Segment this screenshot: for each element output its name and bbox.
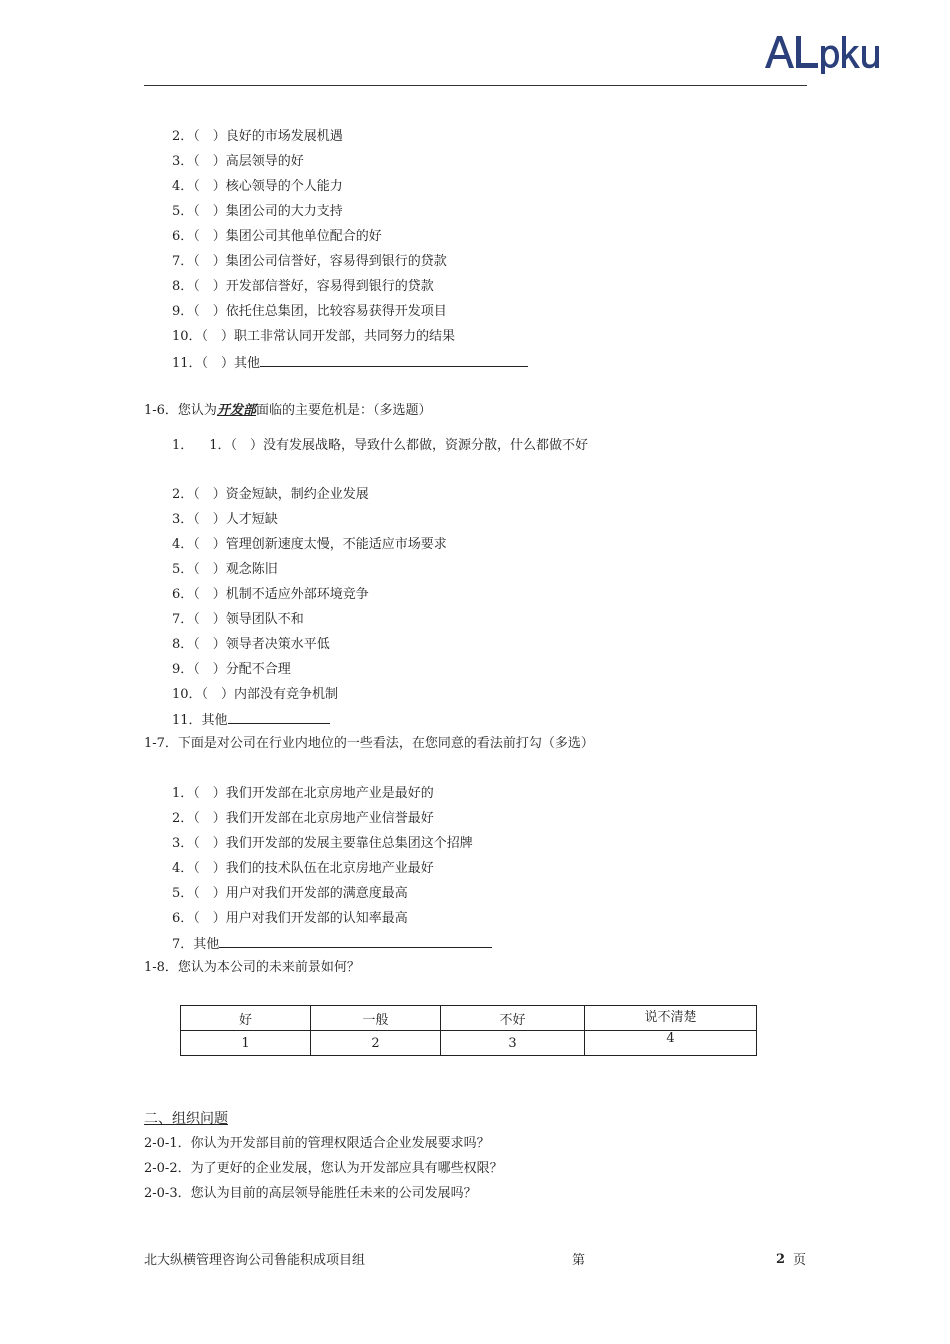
cell-text: 4 [666,1031,675,1046]
list-item: 7．（ ）集团公司信誉好，容易得到银行的贷款 [172,254,447,269]
logo-letter-p [821,46,839,75]
question-item: 2-0-2．为了更好的企业发展，您认为开发部应具有哪些权限？ [144,1161,503,1176]
question-text: 1-6．您认为 [144,403,217,418]
table-row [181,1031,757,1056]
list-item: 2．（ ）良好的市场发展机遇 [172,129,343,144]
footer-page-prefix: 第 [572,1253,586,1268]
alpku-logo [763,32,888,74]
item-text: 1．（ ）没有发展战略，导致什么都做，资源分散，什么都做不好 [209,438,589,453]
table-header-cell: 不好 [441,1006,585,1031]
list-item: 3．（ ）高层领导的好 [172,154,304,169]
list-item: 5．（ ）集团公司的大力支持 [172,204,343,219]
footer-page-suffix: 页 [793,1253,807,1268]
fill-in-blank[interactable] [260,354,528,367]
table-header-cell: 一般 [311,1006,441,1031]
list-item: 2．（ ）资金短缺，制约企业发展 [172,487,369,502]
list-item: 9．（ ）分配不合理 [172,662,291,677]
question-1-7-title: 1-7．下面是对公司在行业内地位的一些看法，在您同意的看法前打勾（多选） [144,736,594,751]
logo-letter-k [842,36,860,68]
table-cell[interactable]: 1 [181,1031,311,1056]
list-item: 10．（ ）内部没有竞争机制 [172,687,339,702]
question-item: 2-0-3．您认为目前的高层领导能胜任未来的公司发展吗？ [144,1186,477,1201]
other-label: 11．（ ）其他 [172,356,261,371]
item-number: 1． [172,438,194,453]
list-item: 5．（ ）用户对我们开发部的满意度最高 [172,886,408,901]
table-cell[interactable]: 2 [311,1031,441,1056]
section-title: 二、组织问题 [144,1111,228,1127]
question-item: 2-0-1．你认为开发部目前的管理权限适合企业发展要求吗？ [144,1136,490,1151]
header-rule [144,85,807,86]
question-1-6-title [144,403,431,419]
emphasis-text: 开发部 [216,403,256,418]
table-cell[interactable]: 3 [441,1031,585,1056]
list-item: 3．（ ）我们开发部的发展主要靠住总集团这个招牌 [172,836,473,851]
rating-table [180,1005,757,1056]
list-item: 4．（ ）我们的技术队伍在北京房地产业最好 [172,861,434,876]
header-text: 说不清楚 [644,1010,697,1025]
fill-in-blank[interactable] [219,935,492,948]
list-item: 4．（ ）管理创新速度太慢，不能适应市场要求 [172,537,447,552]
other-label: 11．其他 [172,713,228,728]
list-item: 6．（ ）用户对我们开发部的认知率最高 [172,911,408,926]
list-item: 3．（ ）人才短缺 [172,512,278,527]
other-label: 7．其他 [172,937,220,952]
table-header-cell [585,1006,757,1031]
list-item: 8．（ ）领导者决策水平低 [172,637,330,652]
list-item-other [172,354,528,372]
question-1-8-title: 1-8．您认为本公司的未来前景如何？ [144,960,360,975]
list-item: 6．（ ）集团公司其他单位配合的好 [172,229,382,244]
list-item: 1．（ ）我们开发部在北京房地产业是最好的 [172,786,434,801]
list-item: 2．（ ）我们开发部在北京房地产业信誉最好 [172,811,434,826]
fill-in-blank[interactable] [228,711,330,724]
list-item: 7．（ ）领导团队不和 [172,612,304,627]
logo-letter-u [862,46,879,68]
logo-letter-a [765,36,794,68]
list-item: 5．（ ）观念陈旧 [172,562,278,577]
question-text: 面临的主要危机是：（多选题） [255,403,432,418]
footer-org: 北大纵横管理咨询公司鲁能积成项目组 [144,1253,366,1268]
list-item: 4．（ ）核心领导的个人能力 [172,179,343,194]
table-cell[interactable] [585,1031,757,1056]
table-header-cell: 好 [181,1006,311,1031]
list-item: 10．（ ）职工非常认同开发部，共同努力的结果 [172,329,456,344]
list-item-other [172,711,330,729]
list-item: 8．（ ）开发部信誉好，容易得到银行的贷款 [172,279,434,294]
table-header-row [181,1006,757,1031]
list-item: 9．（ ）依托住总集团，比较容易获得开发项目 [172,304,447,319]
list-item: 6．（ ）机制不适应外部环境竞争 [172,587,369,602]
footer-page-number: 2 [776,1252,786,1267]
list-item-other [172,935,492,953]
list-item [172,438,588,454]
